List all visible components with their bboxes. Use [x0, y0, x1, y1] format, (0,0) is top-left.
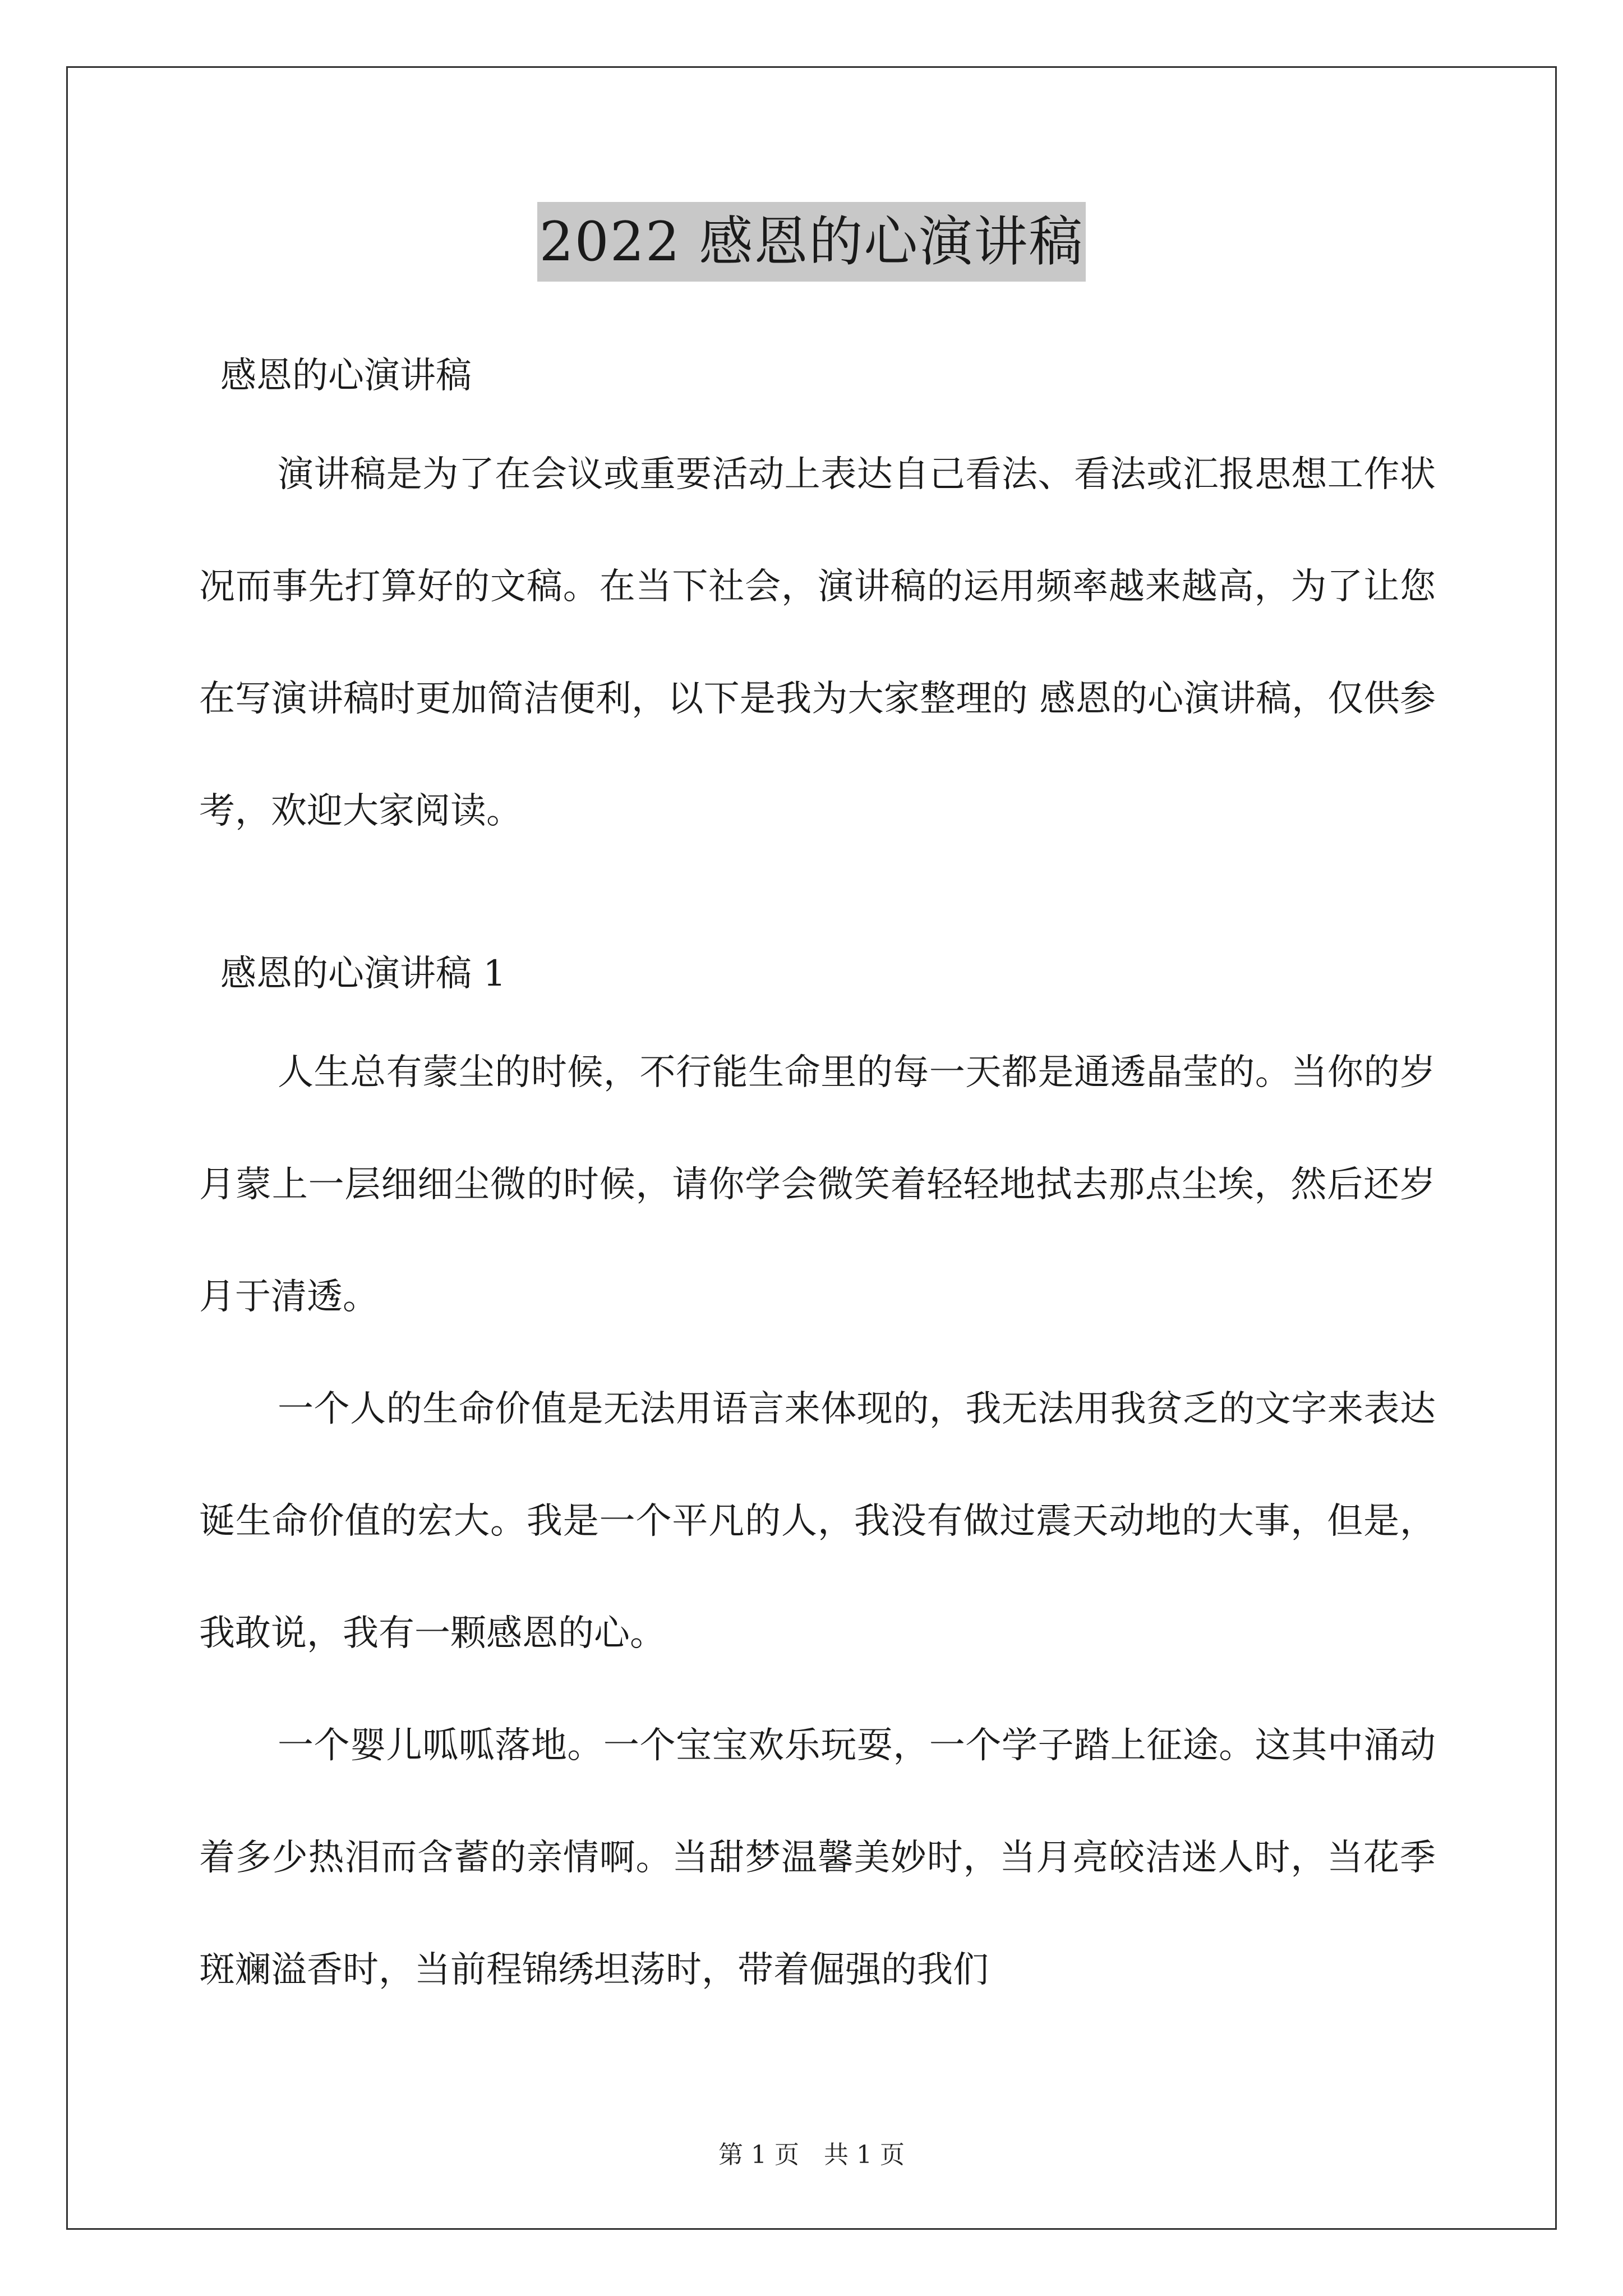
page-footer: 第 1 页 共 1 页	[718, 2141, 905, 2169]
body-paragraph: 一个婴儿呱呱落地。一个宝宝欢乐玩耍，一个学子踏上征途。这其中涌动着多少热泪而含蓄的亲情啊。当甜梦温馨美妙时，当月亮皎洁迷人时，当花季斑斓溢香时，当前程锦绣坦荡时，带着倔强的我们	[199, 1725, 1436, 1991]
section-heading: 感恩的心演讲稿 1	[220, 953, 506, 995]
document-subtitle: 感恩的心演讲稿	[220, 355, 472, 397]
body-paragraph: 一个人的生命价值是无法用语言来体现的，我无法用我贫乏的文字来表达诞生命价值的宏大。我是一个平凡的人，我没有做过震天动地的大事，但是，我敢说，我有一颗感恩的心。	[199, 1388, 1436, 1654]
title-container	[0, 202, 1623, 282]
document-body	[199, 337, 1436, 2026]
document-title: 2022 感恩的心演讲稿	[537, 202, 1086, 282]
body-paragraph: 人生总有蒙尘的时候，不行能生命里的每一天都是通透晶莹的。当你的岁月蒙上一层细细尘微的时候，请你学会微笑着轻轻地拭去那点尘埃，然后还岁月于清透。	[199, 1052, 1436, 1318]
intro-paragraph: 演讲稿是为了在会议或重要活动上表达自己看法、看法或汇报思想工作状况而事先打算好的文稿。在当下社会，演讲稿的运用频率越来越高，为了让您在写演讲稿时更加简洁便利，以下是我为大家整理的 感恩的心演讲稿，仅供参考，欢迎大家阅读。	[199, 454, 1436, 832]
